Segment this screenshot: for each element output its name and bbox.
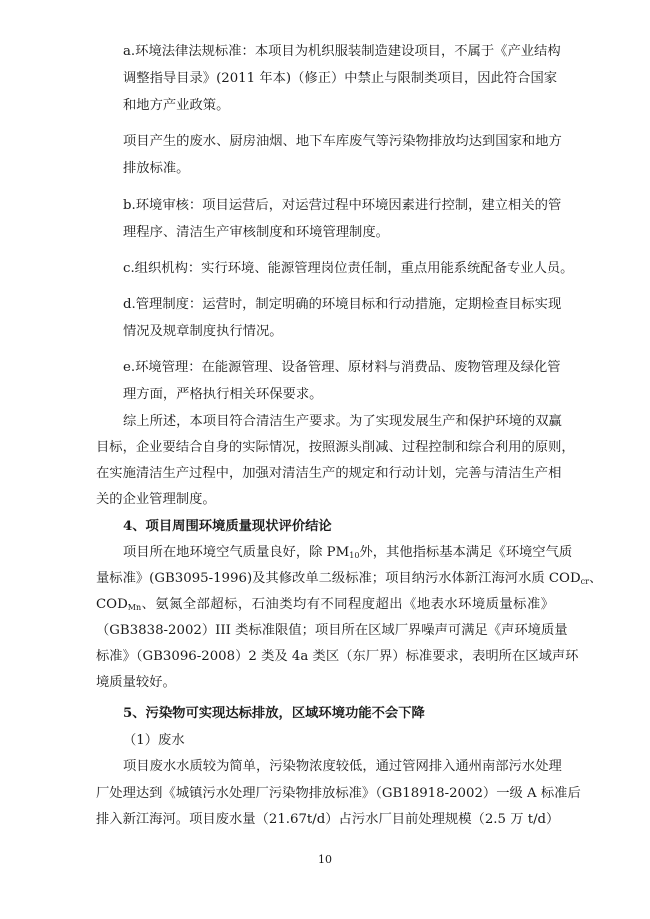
text-line: e.环境管理：在能源管理、设备管理、原材料与消费品、废物管理及绿化管: [123, 360, 561, 375]
text-line: 调整指导目录》(2011 年本)（修正）中禁止与限制类项目，因此符合国家: [123, 71, 558, 86]
text-line: 项目产生的废水、厨房油烟、地下车库废气等污染物排放均达到国家和地方: [123, 134, 562, 149]
text-line: 关的企业管理制度。: [96, 492, 216, 507]
text-span: 外，其他指标基本满足《环境空气质: [359, 545, 573, 560]
section-heading-5: 5、污染物可实现达标排放，区域环境功能不会下降: [123, 706, 425, 721]
text-line: 厂处理达到《城镇污水处理厂污染物排放标准》（GB18918-2002）一级 A 标准后: [96, 786, 581, 801]
page-number: 10: [318, 853, 332, 866]
text-span: 量标准》(GB3095-1996)及其修改单二级标准；项目纳污水体新江海河水质 COD: [96, 571, 581, 586]
text-span: 项目所在地环境空气质量良好，除 PM: [123, 545, 350, 560]
text-line: [96, 597, 554, 613]
text-line: 情况及规章制度执行情况。: [123, 324, 283, 339]
text-line: 综上所述，本项目符合清洁生产要求。为了实现发展生产和保护环境的双赢: [123, 414, 562, 429]
text-line: b.环境审核：项目运营后，对运营过程中环境因素进行控制，建立相关的管: [123, 198, 562, 213]
text-line: （GB3838-2002）III 类标准限值；项目所在区域厂界噪声可满足《声环境质量: [96, 623, 568, 638]
subscript: 10: [349, 551, 360, 560]
text-line: 项目废水水质较为简单，污染物浓度较低，通过管网排入通州南部污水处理: [123, 759, 562, 774]
text-line: 理程序、清洁生产审核制度和环境管理制度。: [123, 225, 389, 240]
text-line: a.环境法律法规标准：本项目为机织服装制造建设项目，不属于《产业结构: [123, 44, 561, 59]
text-line: d.管理制度：运营时，制定明确的环境目标和行动措施，定期检查目标实现: [123, 297, 562, 312]
text-line: 标准》（GB3096-2008）2 类及 4a 类区（东厂界）标准要求，表明所在区域声环: [96, 649, 579, 664]
text-line: 境质量较好。: [96, 675, 176, 690]
text-line: 和地方产业政策。: [123, 98, 230, 113]
section-heading-4: 4、项目周围环境质量现状评价结论: [123, 519, 332, 534]
text-line: [123, 545, 573, 561]
text-line: c.组织机构：实行环境、能源管理岗位责任制，重点用能系统配备专业人员。: [123, 261, 574, 276]
text-span: COD: [96, 597, 128, 612]
text-line: 排放标准。: [123, 161, 190, 176]
text-line: 目标，企业要结合自身的实际情况，按照源头削减、过程控制和综合利用的原则，: [96, 440, 575, 455]
subscript: Mn: [127, 603, 142, 612]
subscript: cr: [580, 577, 589, 586]
text-line: [96, 571, 603, 587]
subsection-heading: （1）废水: [123, 733, 185, 748]
text-span: 、: [588, 571, 603, 586]
text-line: 在实施清洁生产过程中，加强对清洁生产的规定和行动计划，完善与清洁生产相: [96, 466, 562, 481]
text-line: 理方面，严格执行相关环保要求。: [123, 387, 323, 402]
text-span: 、氨氮全部超标，石油类均有不同程度超出《地表水环境质量标准》: [141, 597, 554, 612]
text-line: 排入新江海河。项目废水量（21.67t/d）占污水厂目前处理规模（2.5 万 t/d）: [96, 812, 560, 827]
